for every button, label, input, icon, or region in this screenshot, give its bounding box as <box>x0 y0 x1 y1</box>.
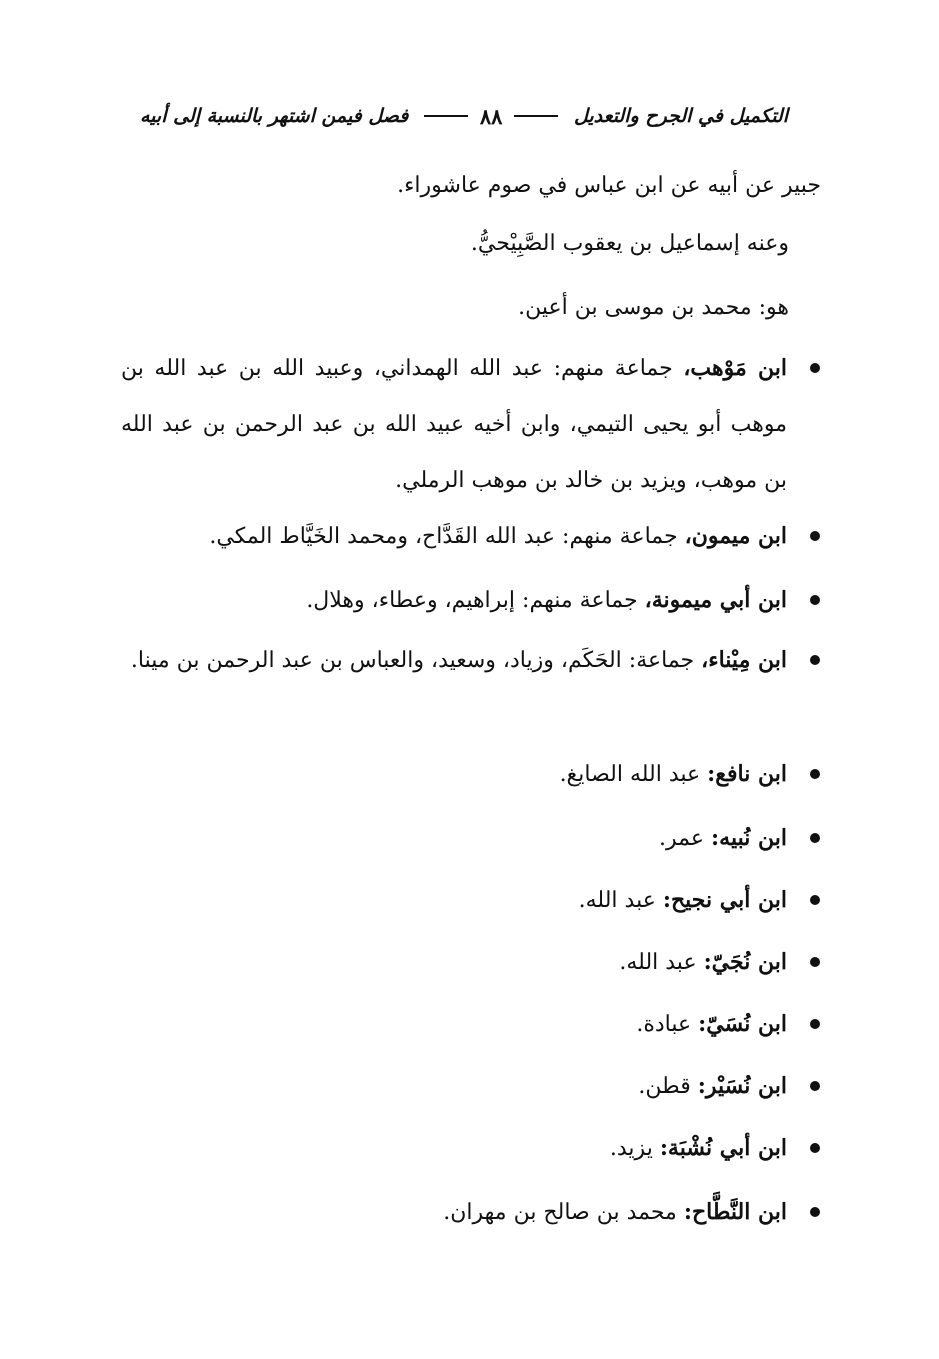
header-dash <box>424 115 468 117</box>
entry-item <box>121 340 821 509</box>
text-line: وعنه إسماعيل بن يعقوب الصَّبِيْحيُّ. <box>470 231 789 256</box>
entry-head: ابن ميمون، <box>684 523 787 549</box>
text-line: هو: محمد بن موسى بن أعين. <box>518 295 789 320</box>
entry-item <box>121 872 821 929</box>
book-title: التكميل في الجرح والتعديل <box>573 105 788 127</box>
entry-text: قطن. <box>638 1074 698 1099</box>
section-title: فصل فيمن اشتهر بالنسبة إلى أبيه <box>140 105 409 127</box>
bullet-icon <box>809 872 821 928</box>
entry-item <box>121 1184 821 1241</box>
entry-head: ابن نُبيه: <box>711 825 787 851</box>
entry-text: محمد بن صالح بن مهران. <box>443 1200 684 1225</box>
bullet-icon <box>809 746 821 802</box>
bullet-icon <box>809 1058 821 1114</box>
entry-text: جماعة: الحَكَم، وزياد، وسعيد، والعباس بن عبد الرحمن بن مينا. <box>130 648 702 673</box>
entry-head: ابن مَوْهب، <box>683 355 787 381</box>
entry-item <box>121 632 821 689</box>
entry-item <box>121 810 821 867</box>
bullet-icon <box>809 934 821 990</box>
bullet-icon <box>809 632 821 688</box>
bullet-icon <box>809 340 821 396</box>
entry-item <box>121 996 821 1053</box>
running-header <box>140 100 788 132</box>
bullet-icon <box>809 572 821 628</box>
entry-text: عبادة. <box>636 1012 699 1037</box>
bullet-icon <box>809 508 821 564</box>
bullet-icon <box>809 996 821 1052</box>
entry-text: جماعة منهم: إبراهيم، وعطاء، وهلال. <box>306 588 645 613</box>
entry-item <box>121 508 821 565</box>
entry-head: ابن أبي نجيح: <box>662 887 787 913</box>
entry-head: ابن أبي نُشْبَة: <box>659 1135 787 1161</box>
entry-text: عمر. <box>659 826 712 851</box>
bullet-icon <box>809 1120 821 1176</box>
entry-text: عبد الله. <box>619 950 704 975</box>
bullet-icon <box>809 1184 821 1240</box>
entry-item <box>121 1058 821 1115</box>
entry-text: عبد الله. <box>578 888 663 913</box>
entry-item <box>121 746 821 803</box>
page-number-group <box>420 104 563 129</box>
entry-text: عبد الله الصايغ. <box>559 762 708 787</box>
entry-text: جماعة منهم: عبد الله القَدَّاح، ومحمد الخَيَّاط المكي. <box>209 524 685 549</box>
entry-item <box>121 934 821 991</box>
entry-item <box>121 572 821 629</box>
page-number: ٨٨ <box>479 103 503 129</box>
entry-head: ابن نُجَيّ: <box>703 949 787 975</box>
entry-head: ابن نافع: <box>707 761 787 787</box>
entry-head: ابن النَّطَّاح: <box>683 1199 787 1225</box>
bullet-icon <box>809 810 821 866</box>
entry-text: يزيد. <box>609 1136 660 1161</box>
text-line: جبير عن أبيه عن ابن عباس في صوم عاشوراء. <box>397 173 821 198</box>
entry-head: ابن نُسَيّ: <box>698 1011 787 1037</box>
entry-text: جماعة منهم: عبد الله الهمداني، وعبيد الله بن عبد الله بن موهب أبو يحيى التيمي، وابن أخيه عبيد الله بن عبد الرحمن بن عبد الله بن موهب، ويزيد بن خالد بن موهب الرملي. <box>121 356 787 493</box>
entry-head: ابن نُسَيْر: <box>697 1073 787 1099</box>
header-dash <box>514 115 558 117</box>
entry-item <box>121 1120 821 1177</box>
entry-head: ابن مِيْناء، <box>701 647 787 673</box>
entry-head: ابن أبي ميمونة، <box>644 587 787 613</box>
